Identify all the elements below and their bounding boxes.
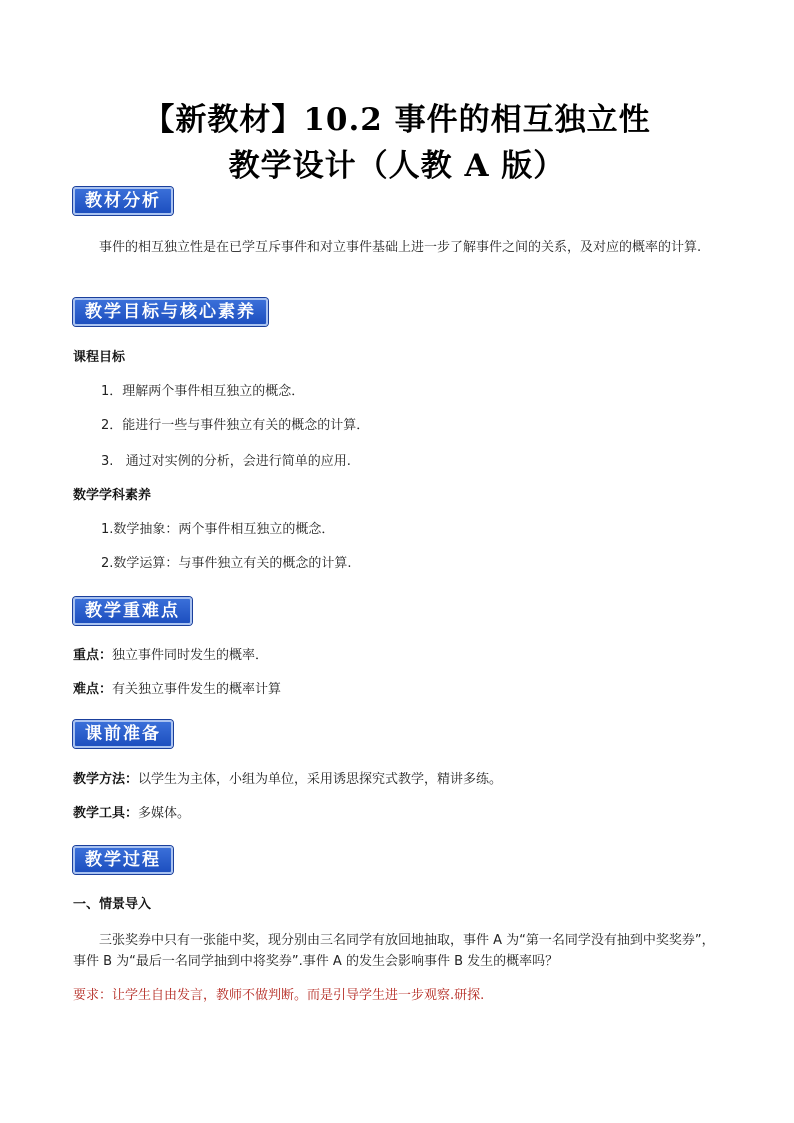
focus-label: 重点： bbox=[73, 648, 113, 663]
literacy-item: 2.数学运算：与事件独立有关的概念的计算. bbox=[101, 556, 352, 571]
course-goal-item: 1．理解两个事件相互独立的概念． bbox=[101, 384, 305, 399]
method-label: 教学方法： bbox=[73, 772, 139, 787]
course-goals-label: 课程目标 bbox=[73, 350, 126, 365]
analysis-paragraph: 事件的相互独立性是在已学互斥事件和对立事件基础上进一步了解事件之间的关系，及对应的概率的计算. bbox=[99, 240, 702, 255]
tools-label: 教学工具： bbox=[73, 806, 139, 821]
section-heading-analysis: 教材分析 bbox=[73, 187, 173, 215]
difficulty-text: 有关独立事件发生的概率计算 bbox=[112, 682, 282, 697]
tools-line bbox=[73, 803, 190, 824]
process-part1-paragraph: 三张奖券中只有一张能中奖，现分别由三名同学有放回地抽取，事件 A 为“第一名同学没有抽到中奖奖券”，事件 B 为“最后一名同学抽到中将奖券”.事件 A 的发生会影响事件 B 发生的概率吗？ bbox=[73, 933, 715, 969]
section-heading-key-points: 教学重难点 bbox=[73, 597, 192, 625]
process-part1-label: 一、情景导入 bbox=[73, 897, 152, 912]
section-heading-preparation: 课前准备 bbox=[73, 720, 173, 748]
section-heading-process: 教学过程 bbox=[73, 846, 173, 874]
document-title-line2: 教学设计（人教 A 版） bbox=[228, 148, 566, 184]
requirement-note: 要求：让学生自由发言，教师不做判断。而是引导学生进一步观察.研探. bbox=[73, 988, 485, 1003]
tools-text: 多媒体。 bbox=[138, 806, 191, 821]
focus-line bbox=[73, 645, 268, 666]
difficulty-label: 难点： bbox=[73, 682, 113, 697]
literacy-label: 数学学科素养 bbox=[73, 488, 152, 503]
course-goal-item: 3. 通过对实例的分析，会进行简单的应用. bbox=[101, 454, 351, 469]
course-goal-item: 2．能进行一些与事件独立有关的概念的计算． bbox=[101, 418, 370, 433]
focus-text: 独立事件同时发生的概率． bbox=[112, 648, 269, 663]
document-title-line1: 【新教材】10.2 事件的相互独立性 bbox=[143, 102, 651, 138]
section-heading-objectives: 教学目标与核心素养 bbox=[73, 298, 268, 326]
literacy-item: 1.数学抽象：两个事件相互独立的概念． bbox=[101, 522, 335, 537]
difficulty-line bbox=[73, 679, 281, 700]
method-text: 以学生为主体，小组为单位，采用诱思探究式教学，精讲多练。 bbox=[138, 772, 503, 787]
method-line bbox=[73, 769, 502, 790]
